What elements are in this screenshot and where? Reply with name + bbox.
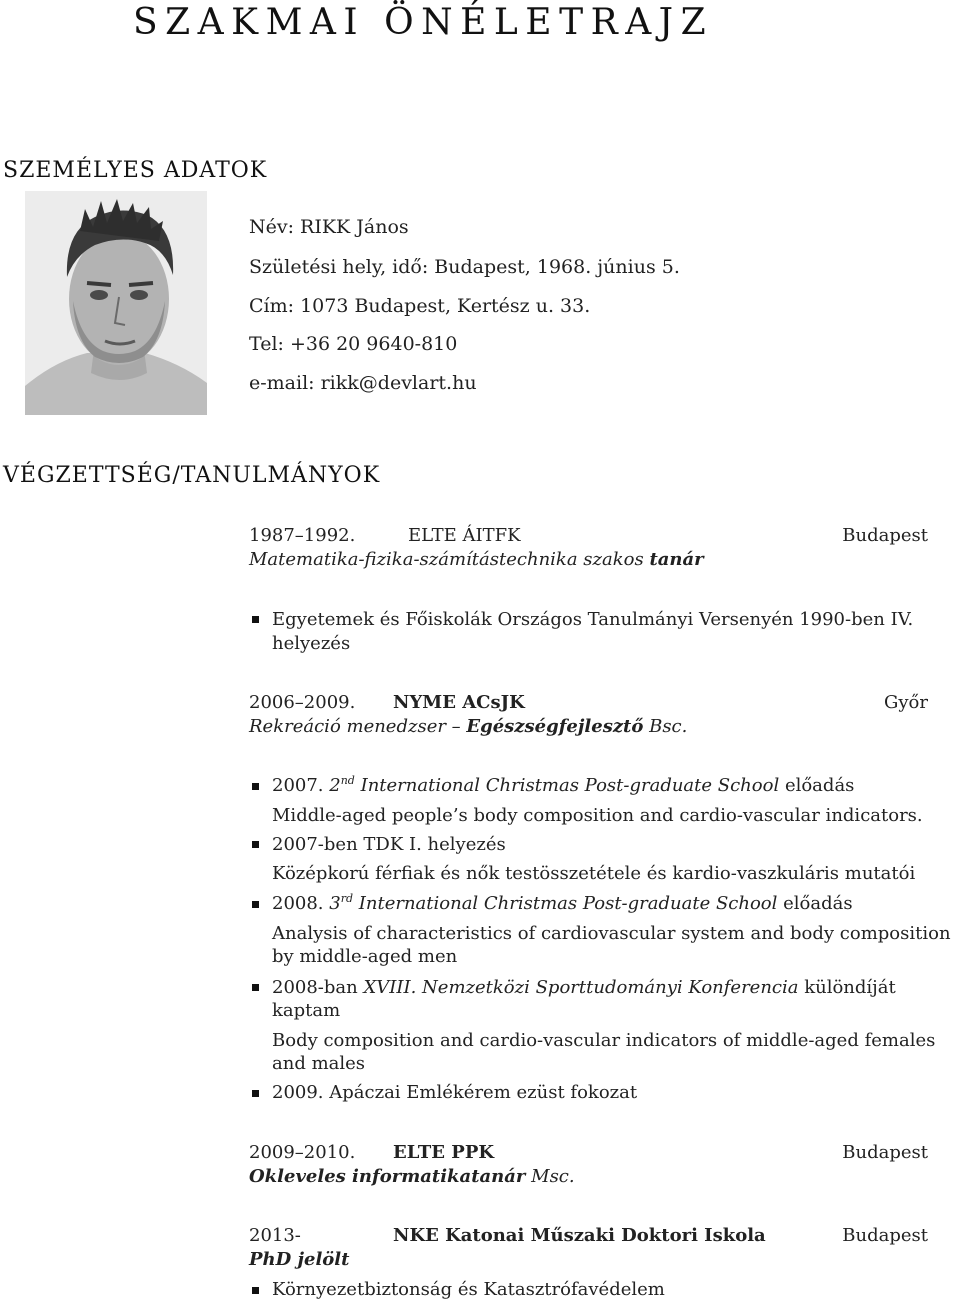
profile-photo [25, 191, 207, 415]
bullet-square-icon [252, 901, 259, 908]
bullet-square-icon [252, 783, 259, 790]
bullet-square-icon [252, 1090, 259, 1097]
entry2-degree: Rekreáció menedzser – Egészségfejlesztő Bsc. [249, 716, 688, 737]
entry1-degree: Matematika-fizika-számítástechnika szakos tanár [249, 549, 704, 570]
entry2-city: Győr [884, 692, 928, 713]
portrait-image [25, 191, 207, 415]
entry2-bullet1-sub: Middle-aged people’s body composition and cardio-vascular indicators. [272, 805, 923, 826]
bullet-square-icon [252, 841, 259, 848]
bullet-square-icon [252, 616, 259, 623]
entry2-years: 2006–2009. [249, 692, 356, 713]
entry2-bullet2-sub: Középkorú férfiak és nők testösszetétele és kardio-vaszkuláris mutatói [272, 863, 916, 884]
entry4-school: NKE Katonai Műszaki Doktori Iskola [393, 1225, 766, 1246]
section-heading-education: VÉGZETTSÉG/TANULMÁNYOK [3, 463, 381, 488]
entry1-school: ELTE ÁITFK [408, 525, 521, 546]
entry4-years: 2013- [249, 1225, 301, 1246]
info-address: Cím: 1073 Budapest, Kertész u. 33. [249, 295, 591, 317]
bullet-square-icon [252, 984, 259, 991]
entry4-bullet1: Környezetbiztonság és Katasztrófavédelem [272, 1279, 665, 1300]
entry2-bullet3-sub: Analysis of characteristics of cardiovascular system and body composition by middle-aged men [272, 923, 951, 967]
entry4-city: Budapest [842, 1225, 928, 1246]
entry3-school: ELTE PPK [393, 1142, 495, 1163]
entry2-bullet5: 2009. Apáczai Emlékérem ezüst fokozat [272, 1082, 638, 1103]
entry2-bullet2: 2007-ben TDK I. helyezés [272, 834, 506, 855]
entry3-degree: Okleveles informatikatanár Msc. [249, 1166, 575, 1187]
entry1-years: 1987–1992. [249, 525, 356, 546]
entry1-bullet1-line2: helyezés [272, 633, 351, 654]
section-heading-personal: SZEMÉLYES ADATOK [3, 158, 268, 183]
info-phone: Tel: +36 20 9640-810 [249, 333, 458, 355]
entry2-bullet3: 2008. 3rd International Christmas Post-graduate School előadás [272, 892, 853, 914]
info-email[interactable]: e-mail: rikk@devlart.hu [249, 372, 477, 394]
document-title: SZAKMAI ÖNÉLETRAJZ [133, 2, 714, 43]
info-name: Név: RIKK János [249, 216, 409, 238]
entry1-bullet1-line1: Egyetemek és Főiskolák Országos Tanulmányi Versenyén 1990-ben IV. [272, 609, 914, 630]
entry2-bullet4-sub: Body composition and cardio-vascular indicators of middle-aged females and males [272, 1030, 936, 1074]
entry2-bullet4: 2008-ban XVIII. Nemzetközi Sporttudományi Konferencia különdíját kaptam [272, 977, 896, 1021]
entry2-bullet1: 2007. 2nd International Christmas Post-graduate School előadás [272, 774, 855, 796]
entry4-degree: PhD jelölt [249, 1249, 350, 1270]
info-birth: Születési hely, idő: Budapest, 1968. június 5. [249, 256, 680, 278]
bullet-square-icon [252, 1287, 259, 1294]
entry1-city: Budapest [842, 525, 928, 546]
entry3-years: 2009–2010. [249, 1142, 356, 1163]
entry3-city: Budapest [842, 1142, 928, 1163]
entry2-school: NYME ACsJK [393, 692, 525, 713]
